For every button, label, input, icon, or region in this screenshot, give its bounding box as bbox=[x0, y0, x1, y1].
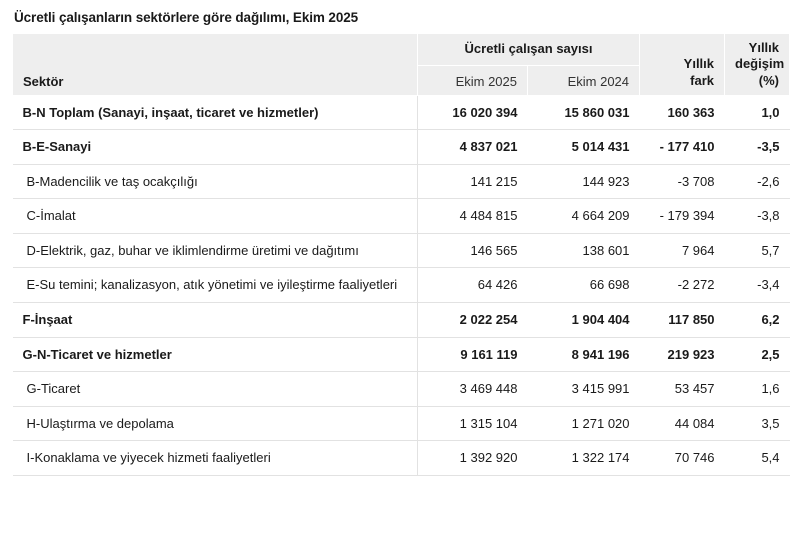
cell-annual-difference: - 179 394 bbox=[640, 199, 725, 234]
cell-current-count: 64 426 bbox=[418, 268, 528, 303]
cell-previous-count: 3 415 991 bbox=[528, 372, 640, 407]
cell-annual-change-pct: -3,8 bbox=[725, 199, 790, 234]
group-header-employee-count: Ücretli çalışan sayısı bbox=[418, 34, 640, 66]
cell-current-count: 2 022 254 bbox=[418, 303, 528, 338]
cell-sector: G-N-Ticaret ve hizmetler bbox=[13, 337, 418, 372]
cell-annual-difference: 219 923 bbox=[640, 337, 725, 372]
cell-previous-count: 4 664 209 bbox=[528, 199, 640, 234]
cell-previous-count: 138 601 bbox=[528, 233, 640, 268]
cell-previous-count: 1 322 174 bbox=[528, 441, 640, 476]
table-head bbox=[13, 34, 790, 96]
cell-current-count: 1 392 920 bbox=[418, 441, 528, 476]
cell-annual-change-pct: -2,6 bbox=[725, 164, 790, 199]
cell-annual-change-pct: 6,2 bbox=[725, 303, 790, 338]
cell-current-count: 4 837 021 bbox=[418, 130, 528, 165]
cell-sector: D-Elektrik, gaz, buhar ve iklimlendirme üretimi ve dağıtımı bbox=[13, 233, 418, 268]
cell-current-count: 9 161 119 bbox=[418, 337, 528, 372]
cell-previous-count: 5 014 431 bbox=[528, 130, 640, 165]
sector-column-header-cell bbox=[13, 34, 418, 96]
cell-sector: I-Konaklama ve yiyecek hizmeti faaliyetleri bbox=[13, 441, 418, 476]
annual-change-header-line3: (%) bbox=[758, 72, 780, 88]
table-row bbox=[13, 233, 790, 268]
cell-annual-difference: 70 746 bbox=[640, 441, 725, 476]
cell-annual-change-pct: 1,0 bbox=[725, 95, 790, 130]
cell-previous-count: 1 271 020 bbox=[528, 406, 640, 441]
cell-annual-difference: -3 708 bbox=[640, 164, 725, 199]
table-row bbox=[13, 130, 790, 165]
cell-annual-change-pct: -3,5 bbox=[725, 130, 790, 165]
cell-annual-difference: 44 084 bbox=[640, 406, 725, 441]
annual-difference-header-line1: Yıllık bbox=[683, 56, 715, 72]
cell-sector: F-İnşaat bbox=[13, 303, 418, 338]
cell-annual-difference: - 177 410 bbox=[640, 130, 725, 165]
table-row bbox=[13, 441, 790, 476]
cell-annual-difference: -2 272 bbox=[640, 268, 725, 303]
cell-current-count: 3 469 448 bbox=[418, 372, 528, 407]
cell-annual-change-pct: 5,4 bbox=[725, 441, 790, 476]
employment-by-sector-table bbox=[12, 33, 790, 476]
table-row bbox=[13, 372, 790, 407]
cell-annual-change-pct: 1,6 bbox=[725, 372, 790, 407]
annual-change-pct-column-header bbox=[725, 34, 790, 96]
cell-sector: G-Ticaret bbox=[13, 372, 418, 407]
cell-current-count: 1 315 104 bbox=[418, 406, 528, 441]
cell-previous-count: 15 860 031 bbox=[528, 95, 640, 130]
cell-sector: B-N Toplam (Sanayi, inşaat, ticaret ve hizmetler) bbox=[13, 95, 418, 130]
current-period-column-header: Ekim 2025 bbox=[418, 65, 528, 95]
table-row bbox=[13, 268, 790, 303]
table-header-row-groups bbox=[13, 34, 790, 66]
cell-sector: E-Su temini; kanalizasyon, atık yönetimi ve iyileştirme faaliyetleri bbox=[13, 268, 418, 303]
cell-previous-count: 144 923 bbox=[528, 164, 640, 199]
cell-annual-change-pct: -3,4 bbox=[725, 268, 790, 303]
cell-current-count: 146 565 bbox=[418, 233, 528, 268]
table-row bbox=[13, 164, 790, 199]
cell-annual-change-pct: 3,5 bbox=[725, 406, 790, 441]
table-body bbox=[13, 95, 790, 475]
table-row bbox=[13, 199, 790, 234]
cell-sector: B-E-Sanayi bbox=[13, 130, 418, 165]
previous-period-column-header: Ekim 2024 bbox=[528, 65, 640, 95]
cell-annual-difference: 53 457 bbox=[640, 372, 725, 407]
cell-sector: C-İmalat bbox=[13, 199, 418, 234]
annual-change-header-line1: Yıllık bbox=[748, 40, 780, 55]
cell-annual-difference: 160 363 bbox=[640, 95, 725, 130]
annual-difference-header-line2: fark bbox=[690, 72, 715, 88]
cell-current-count: 141 215 bbox=[418, 164, 528, 199]
cell-annual-difference: 7 964 bbox=[640, 233, 725, 268]
table-row bbox=[13, 337, 790, 372]
table-row bbox=[13, 406, 790, 441]
table-row bbox=[13, 95, 790, 130]
cell-previous-count: 66 698 bbox=[528, 268, 640, 303]
cell-previous-count: 1 904 404 bbox=[528, 303, 640, 338]
annual-change-header-line2: değişim bbox=[735, 56, 785, 72]
cell-annual-change-pct: 5,7 bbox=[725, 233, 790, 268]
cell-previous-count: 8 941 196 bbox=[528, 337, 640, 372]
annual-difference-column-header bbox=[640, 34, 725, 96]
sector-column-header-label: Sektör bbox=[23, 73, 64, 89]
cell-current-count: 16 020 394 bbox=[418, 95, 528, 130]
cell-sector: H-Ulaştırma ve depolama bbox=[13, 406, 418, 441]
table-row bbox=[13, 303, 790, 338]
cell-sector: B-Madencilik ve taş ocakçılığı bbox=[13, 164, 418, 199]
page-title: Ücretli çalışanların sektörlere göre dağılımı, Ekim 2025 bbox=[14, 10, 359, 25]
cell-annual-difference: 117 850 bbox=[640, 303, 725, 338]
cell-current-count: 4 484 815 bbox=[418, 199, 528, 234]
cell-annual-change-pct: 2,5 bbox=[725, 337, 790, 372]
